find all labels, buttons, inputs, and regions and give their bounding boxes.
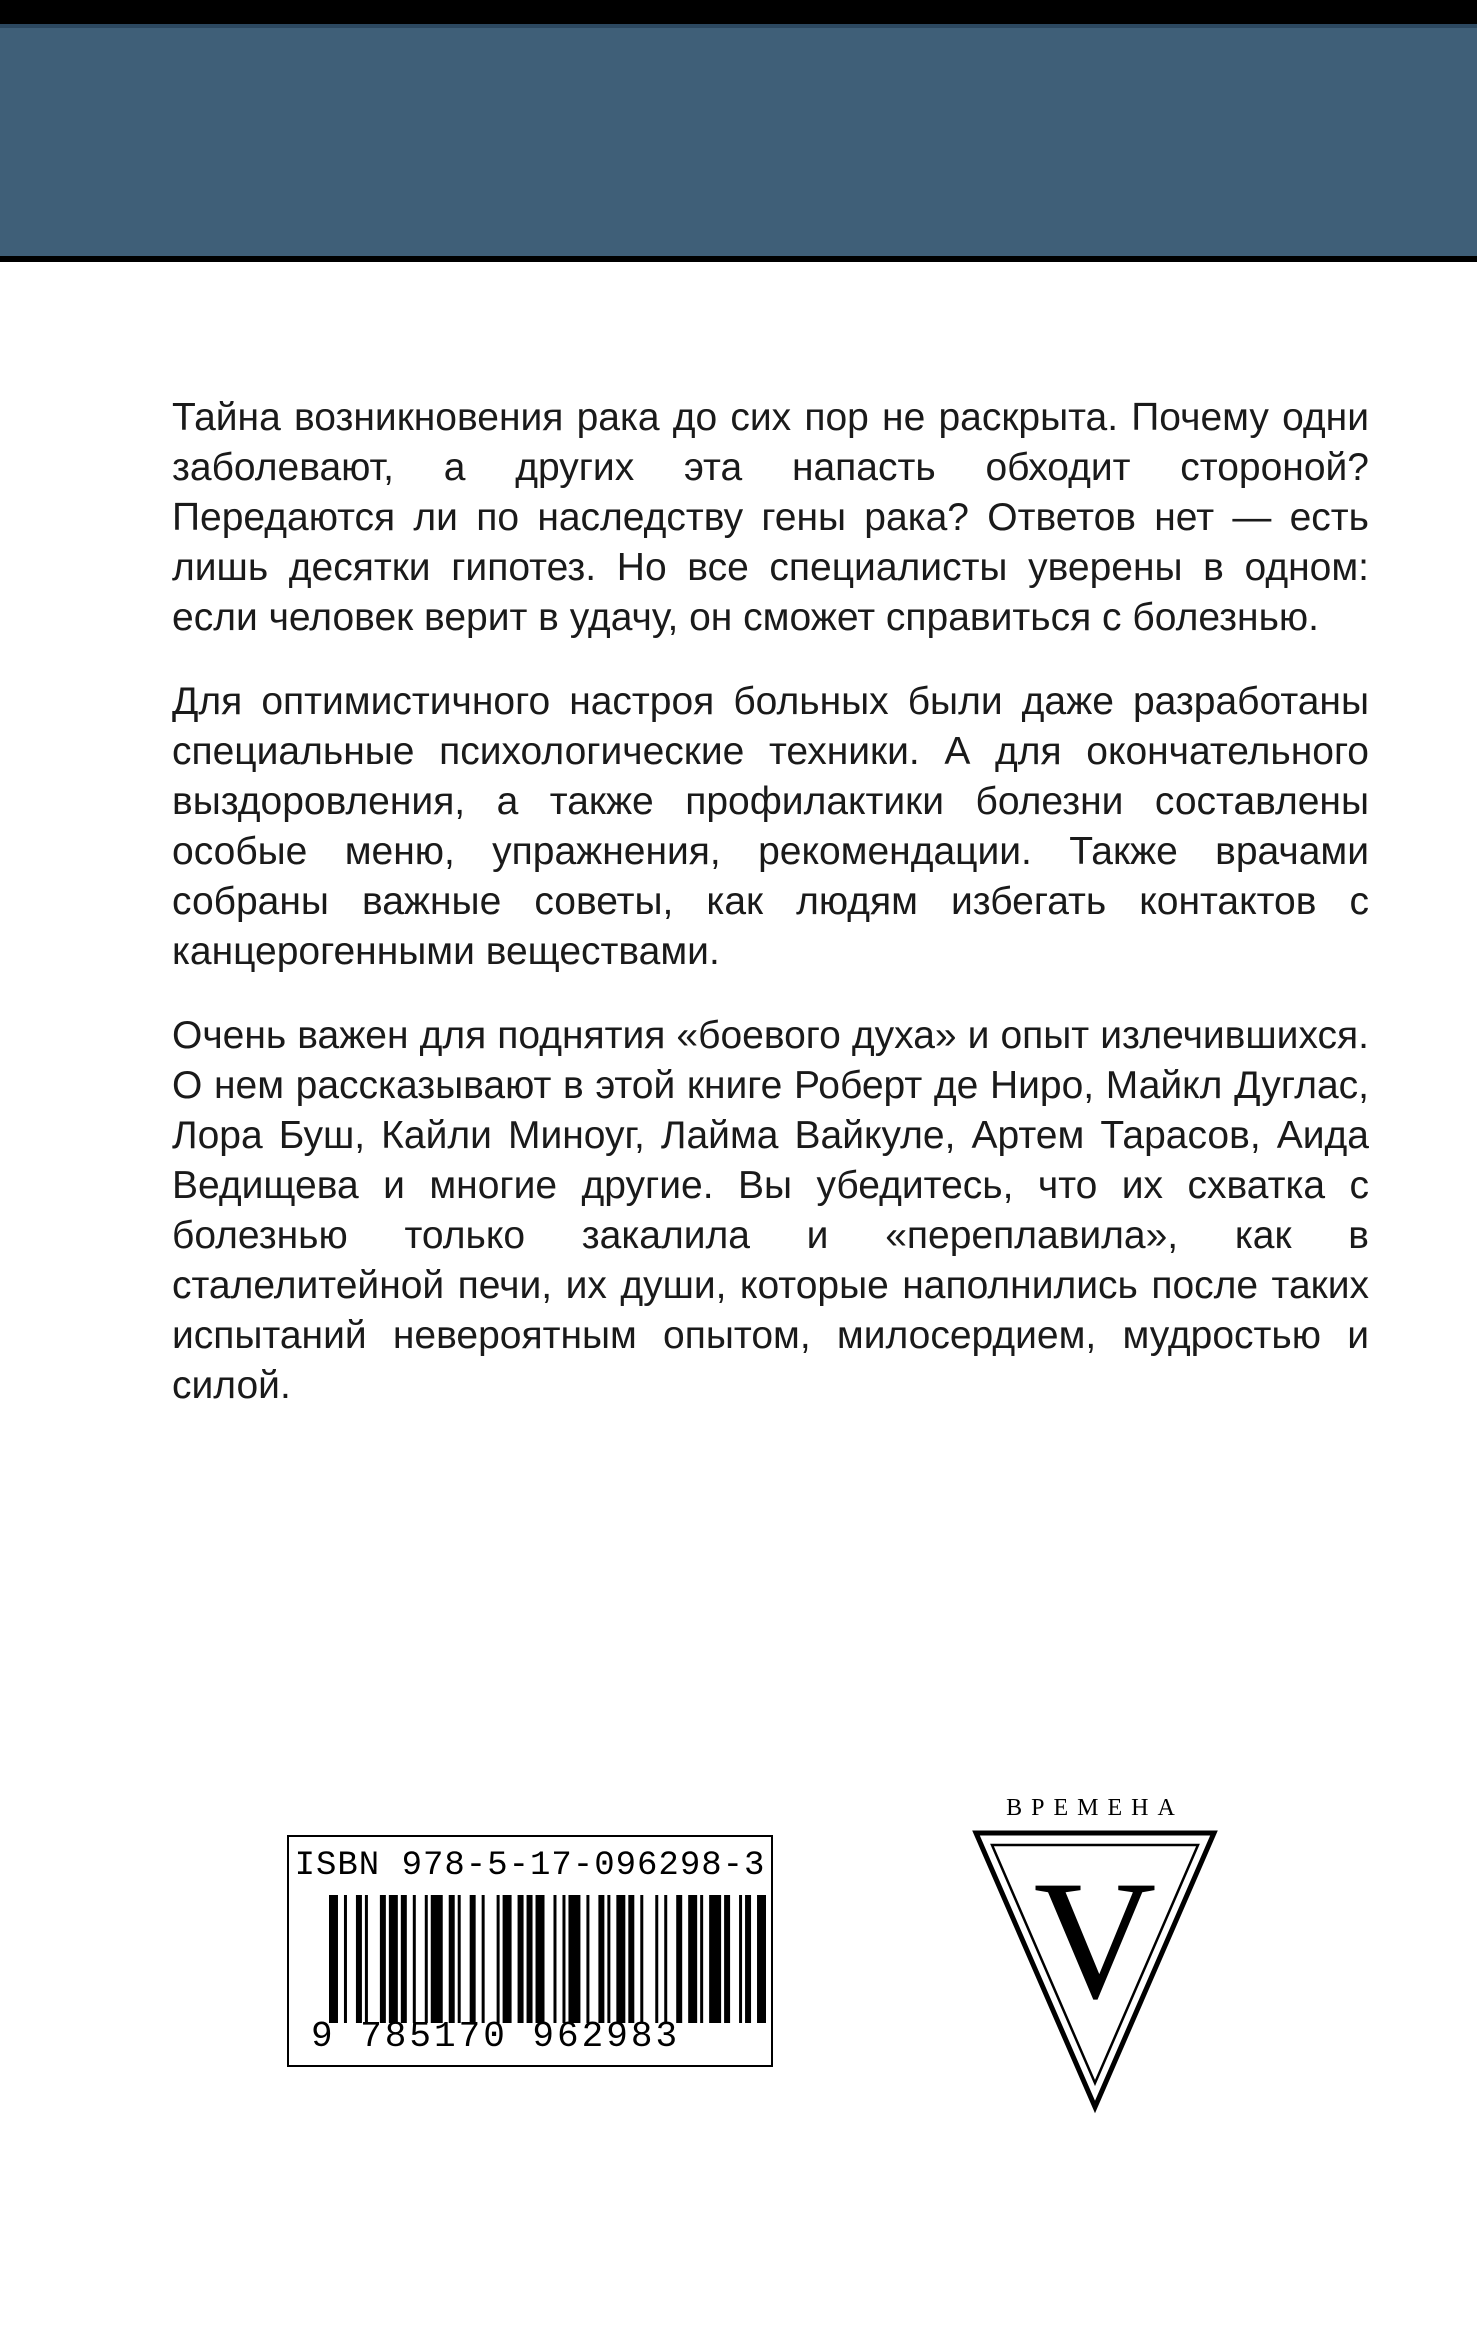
blurb-paragraph-2: Для оптимистичного настроя больных были даже разработаны специальные психологические техники. А для окончательного выздоровления, а также профилактики болезни составлены особые меню, упражнения, рекомендации. Также врачами собраны важные советы, как людям избегать контактов с канцерогенными веществами. bbox=[172, 680, 1369, 973]
logo-triangle-icon bbox=[970, 1825, 1220, 2115]
blurb-paragraph-3: Очень важен для поднятия «боевого духа» и опыт излечившихся. О нем рассказывают в этой книге Роберт де Ниро, Майкл Дуглас, Лора Буш, Кайли Миноуг, Лайма Вайкуле, Артем Тарасов, Аида Ведищева и многие другие. Вы убедитесь, что их схватка с болезнью только закалила и «переплавила», как в сталелитейной печи, их души, которые наполнились после таких испытаний невероятным опытом, милосердием, мудростью и силой. bbox=[172, 1014, 1369, 1407]
logo-letter: V bbox=[1033, 1846, 1157, 2034]
isbn-barcode-box bbox=[287, 1835, 773, 2067]
logo-word: ВРЕМЕНА bbox=[1006, 1795, 1184, 1821]
back-cover-blurb bbox=[172, 393, 1369, 1445]
top-color-band bbox=[0, 0, 1477, 262]
barcode-image bbox=[329, 1895, 769, 2023]
blurb-paragraph-1: Тайна возникновения рака до сих пор не раскрыта. Почему одни заболевают, а других эта напасть обходит стороной? Передаются ли по наследству гены рака? Ответов нет — есть лишь десятки гипотез. Но все специалисты уверены в одном: если человек верит в удачу, он сможет справиться с болезнью. bbox=[172, 396, 1369, 639]
isbn-label: ISBN 978-5-17-096298-3 bbox=[294, 1847, 766, 1885]
barcode-digits: 9 785170 962983 bbox=[311, 2016, 681, 2057]
publisher-logo bbox=[970, 1795, 1220, 2115]
